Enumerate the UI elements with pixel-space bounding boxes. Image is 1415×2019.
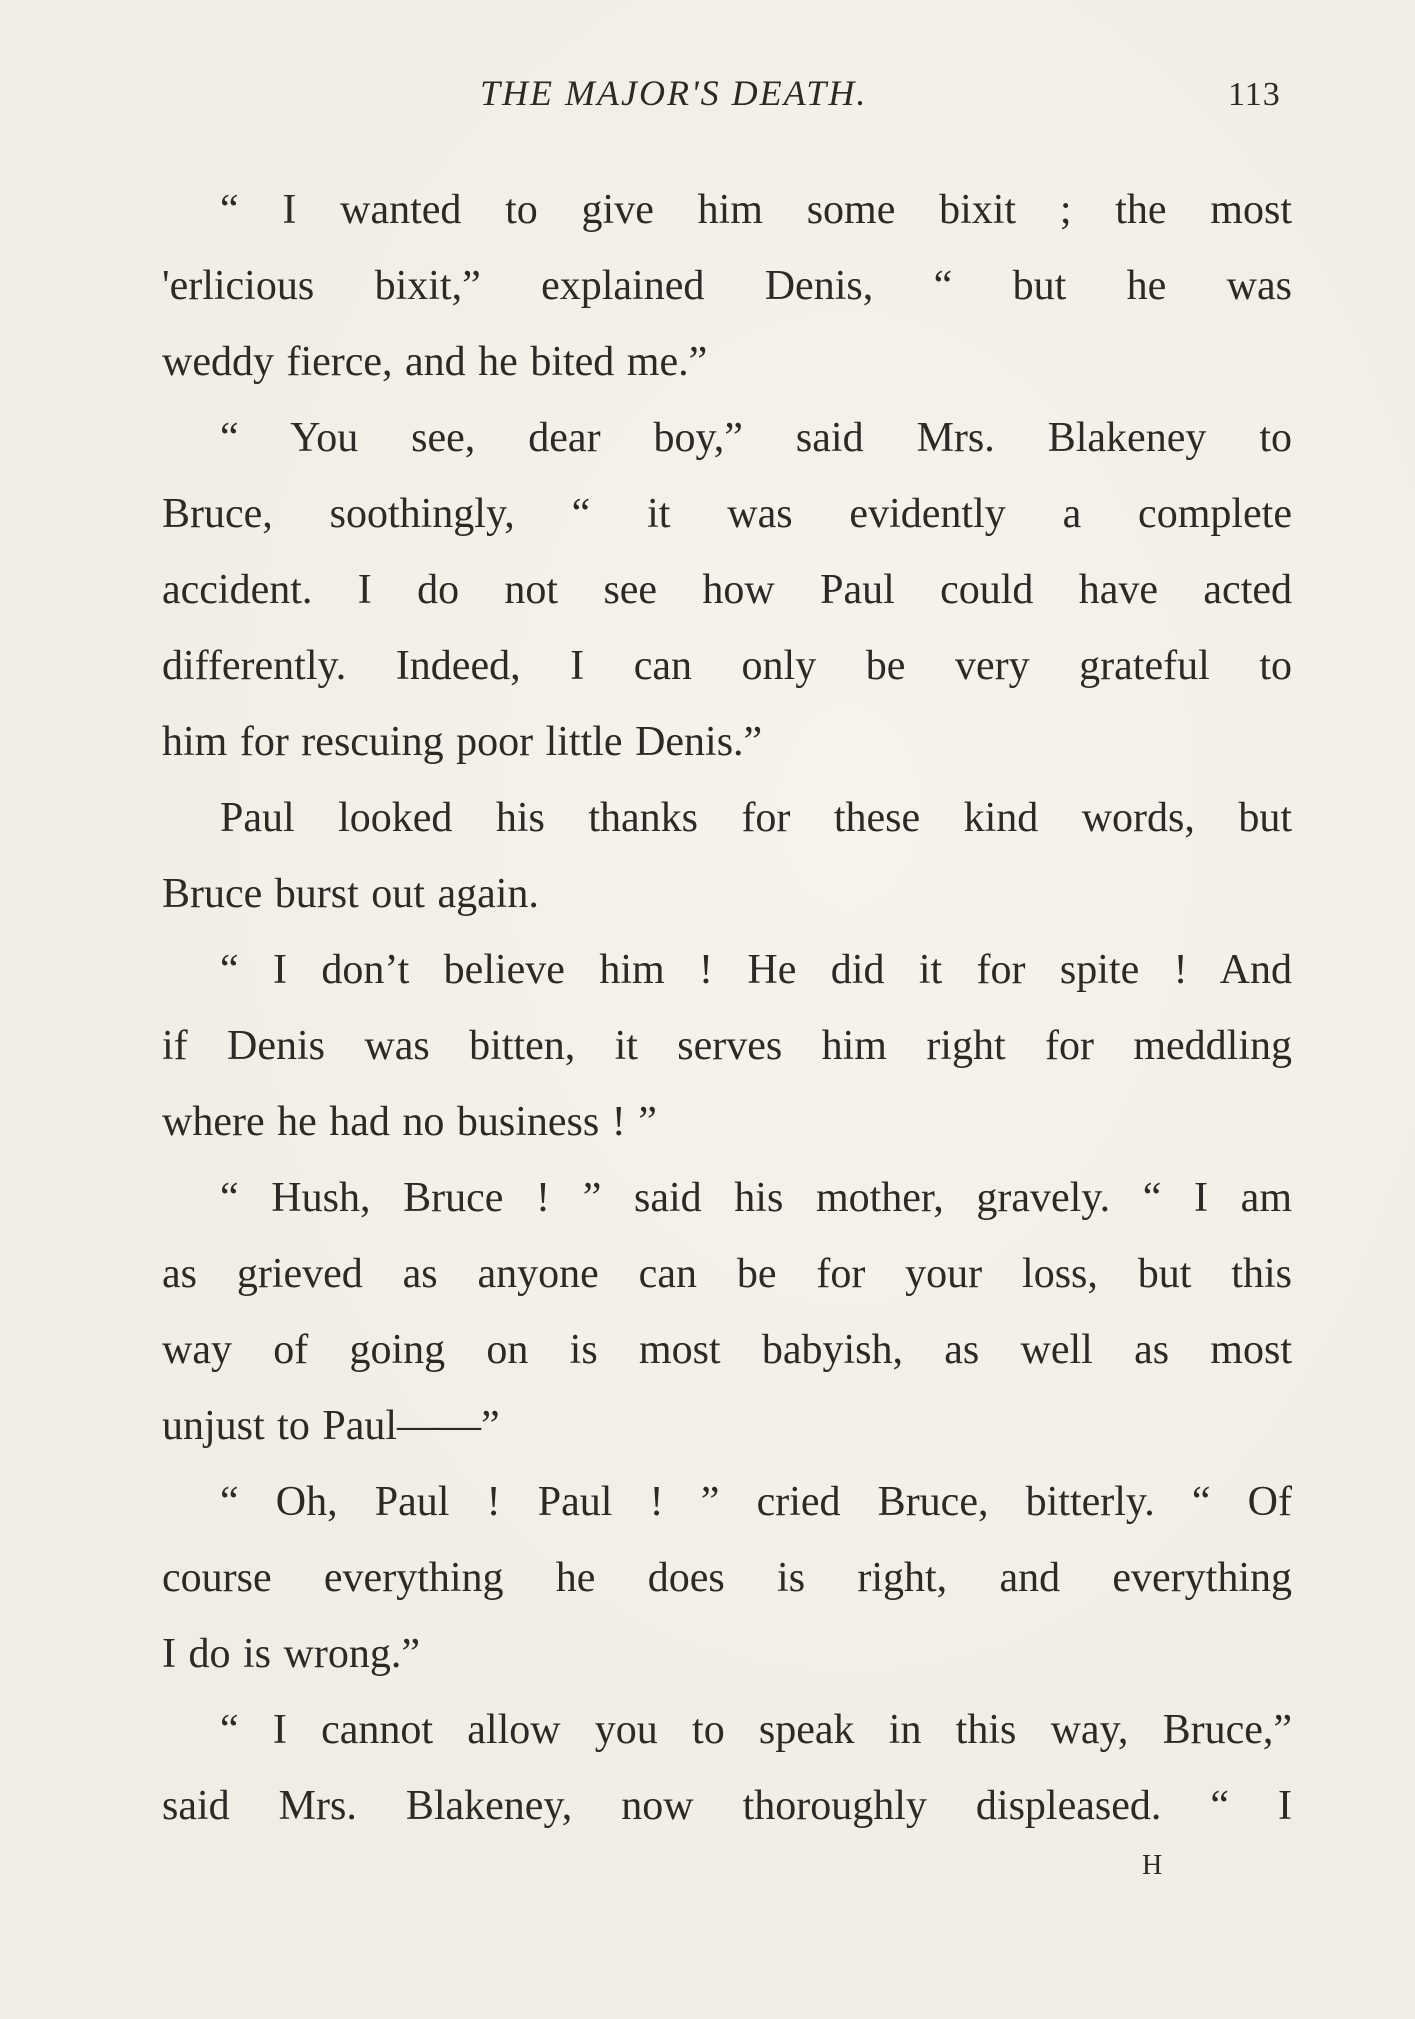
- text-line: Bruce burst out again.: [162, 871, 539, 917]
- text-line: if Denis was bitten, it serves him right for meddling: [162, 1023, 1292, 1069]
- text-line: said Mrs. Blakeney, now thoroughly displeased. “ I: [162, 1783, 1292, 1829]
- text-line: way of going on is most babyish, as well as most: [162, 1327, 1292, 1373]
- text-line: him for rescuing poor little Denis.”: [162, 719, 763, 765]
- text-line: differently. Indeed, I can only be very grateful to: [162, 643, 1292, 689]
- text-line: where he had no business ! ”: [162, 1099, 657, 1145]
- running-title: THE MAJOR'S DEATH.: [480, 73, 868, 113]
- text-line: Paul looked his thanks for these kind words, but: [220, 795, 1292, 841]
- text-line: “ Hush, Bruce ! ” said his mother, gravely. “ I am: [220, 1175, 1292, 1221]
- text-line: accident. I do not see how Paul could have acted: [162, 567, 1292, 613]
- text-line: “ Oh, Paul ! Paul ! ” cried Bruce, bitterly. “ Of: [220, 1479, 1292, 1525]
- text-line: “ I wanted to give him some bixit ; the most: [220, 187, 1292, 233]
- text-line: I do is wrong.”: [162, 1631, 420, 1677]
- text-line: Bruce, soothingly, “ it was evidently a complete: [162, 491, 1292, 537]
- text-line: as grieved as anyone can be for your loss, but this: [162, 1251, 1292, 1297]
- text-line: course everything he does is right, and everything: [162, 1555, 1292, 1601]
- page-number: 113: [1228, 76, 1281, 113]
- body-text: [162, 172, 1292, 1844]
- signature-mark: H: [1142, 1850, 1164, 1881]
- text-line: weddy fierce, and he bited me.”: [162, 339, 708, 385]
- text-line: “ You see, dear boy,” said Mrs. Blakeney to: [220, 415, 1292, 461]
- text-line: unjust to Paul——”: [162, 1403, 500, 1449]
- text-line: 'erlicious bixit,” explained Denis, “ but he was: [162, 263, 1292, 309]
- text-line: “ I cannot allow you to speak in this way, Bruce,”: [220, 1707, 1292, 1753]
- text-line: “ I don’t believe him ! He did it for spite ! And: [220, 947, 1292, 993]
